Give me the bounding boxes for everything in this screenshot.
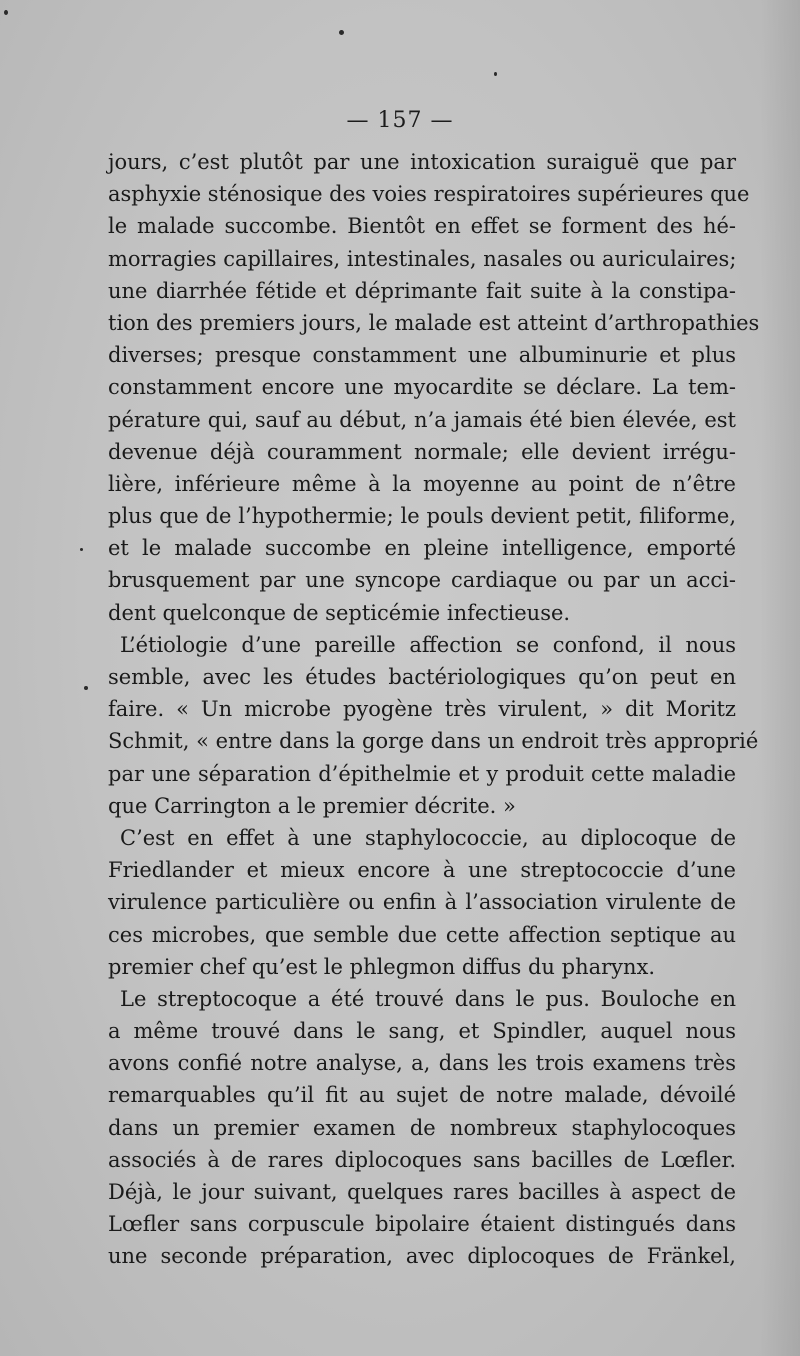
text-line: par une séparation d’épithelmie et y produit cette maladie [108, 761, 736, 786]
text-line: pérature qui, sauf au début, n’a jamais été bien élevée, est [108, 407, 736, 432]
text-line: tion des premiers jours, le malade est atteint d’arthropathies [108, 310, 760, 335]
text-line: Déjà, le jour suivant, quelques rares bacilles à aspect de [108, 1180, 736, 1204]
text-line: Lœfler sans corpuscule bipolaire étaient distingués dans [108, 1212, 736, 1237]
text-line: brusquement par une syncope cardiaque ou par un acci- [108, 568, 736, 593]
paper-speck [84, 686, 88, 690]
text-line: premier chef qu’est le phlegmon diffus du pharynx. [108, 954, 656, 979]
text-line: Schmit, « entre dans la gorge dans un endroit très approprié [108, 729, 759, 754]
text-line: virulence particulière ou enfin à l’association virulente de [108, 890, 736, 915]
text-line: remarquables qu’il fit au sujet de notre malade, dévoilé [108, 1083, 736, 1108]
text-line: le malade succombe. Bientôt en effet se forment des hé- [108, 214, 736, 239]
text-line: plus que de l’hypothermie; le pouls devient petit, filiforme, [108, 504, 736, 529]
paper-speck [339, 30, 344, 35]
page-number: — 157 — [346, 108, 454, 133]
page-edge-shadow [760, 0, 800, 1356]
paper-speck [4, 10, 8, 15]
text-line: une diarrhée fétide et déprimante fait suite à la constipa- [108, 278, 736, 303]
text-line: une seconde préparation, avec diplocoques de Fränkel, [108, 1244, 736, 1269]
text-line: que Carrington a le premier décrite. » [108, 793, 516, 818]
text-line: constamment encore une myocardite se déclare. La tem- [108, 375, 736, 400]
text-line: associés à de rares diplocoques sans bacilles de Lœfler. [108, 1147, 736, 1172]
body-text [108, 146, 760, 1273]
text-line: ces microbes, que semble due cette affection septique au [108, 922, 736, 947]
text-line: devenue déjà couramment normale; elle devient irrégu- [108, 439, 736, 464]
paragraph-first-line: C’est en effet à une staphylococcie, au diplocoque de [120, 825, 736, 850]
text-line: diverses; presque constamment une albuminurie et plus [108, 343, 736, 368]
text-line: dans un premier examen de nombreux staphylocoques [108, 1115, 736, 1140]
text-line: jours, c’est plutôt par une intoxication suraiguë que par [108, 150, 736, 174]
text-line: lière, inférieure même à la moyenne au point de n’être [108, 471, 736, 496]
text-line: dent quelconque de septicémie infectieuse. [108, 600, 571, 625]
text-line: semble, avec les études bactériologiques qu’on peut en [108, 665, 736, 689]
text-line: morragies capillaires, intestinales, nasales ou auriculaires; [108, 246, 737, 271]
paragraph-first-line: Le streptocoque a été trouvé dans le pus. Bouloche en [120, 986, 736, 1011]
text-line: et le malade succombe en pleine intelligence, emporté [108, 536, 736, 561]
text-line: faire. « Un microbe pyogène très virulent, » dit Moritz [108, 697, 736, 722]
paragraph-first-line: L’étiologie d’une pareille affection se confond, il nous [120, 632, 736, 657]
paper-speck [80, 548, 83, 551]
text-line: Friedlander et mieux encore à une streptococcie d’une [108, 858, 736, 883]
text-line: avons confié notre analyse, a, dans les trois examens très [108, 1051, 736, 1076]
paper-speck [494, 72, 497, 76]
text-line: asphyxie sténosique des voies respiratoires supérieures que [108, 182, 750, 207]
text-line: a même trouvé dans le sang, et Spindler, auquel nous [108, 1019, 736, 1044]
